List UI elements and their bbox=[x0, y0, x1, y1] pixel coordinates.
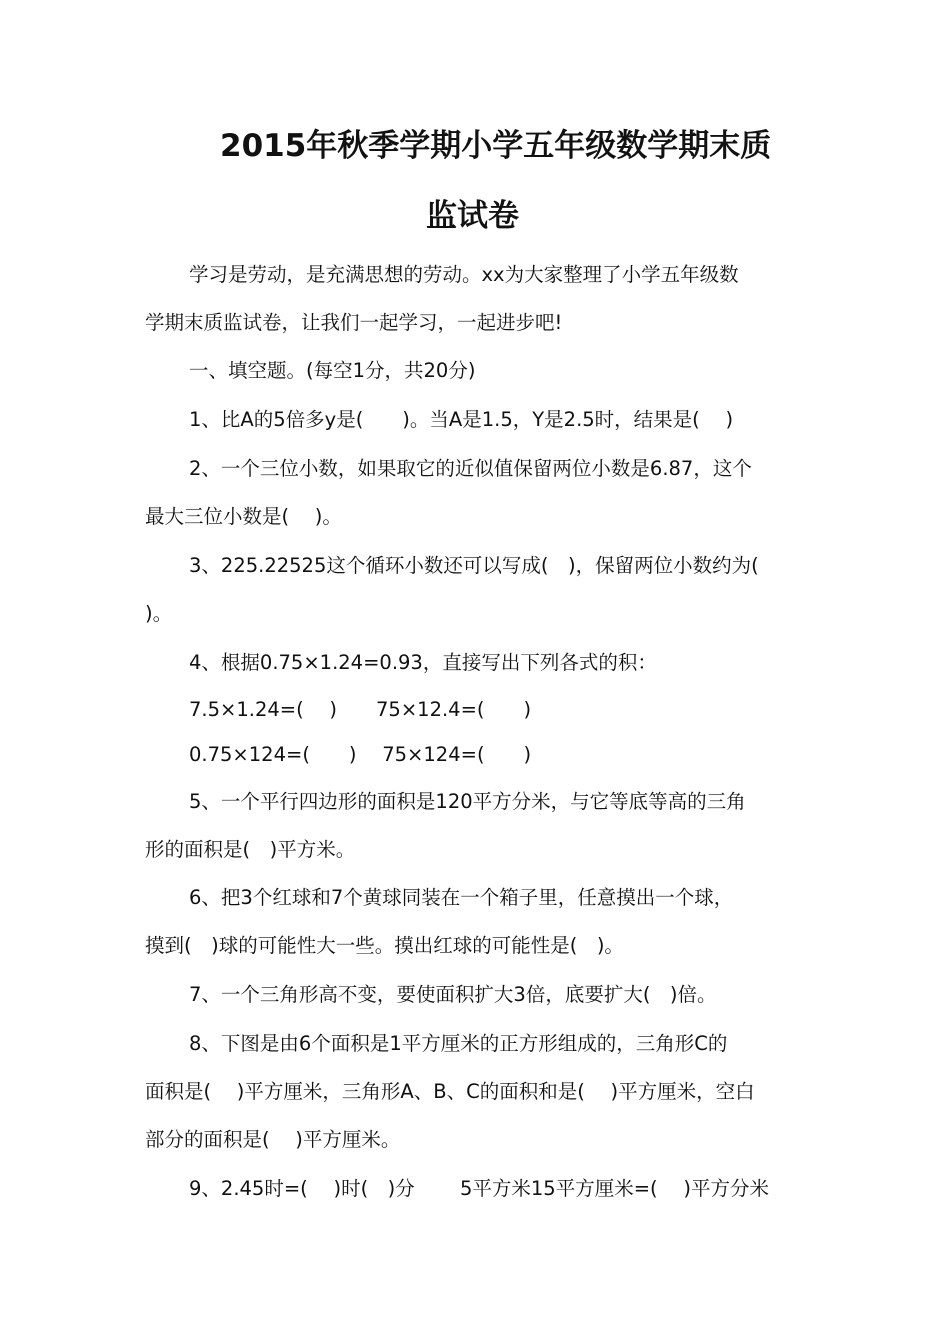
question-4-line-2: 7.5×1.24=( ) 75×12.4=( ) bbox=[189, 698, 532, 721]
question-1: 1、比A的5倍多y是( )。当A是1.5，Y是2.5时，结果是( ) bbox=[189, 408, 734, 431]
question-2-line-2: 最大三位小数是( )。 bbox=[145, 505, 342, 528]
question-8-line-1: 8、下图是由6个面积是1平方厘米的正方形组成的，三角形C的 bbox=[189, 1032, 728, 1055]
question-2-line-1: 2、一个三位小数，如果取它的近似值保留两位小数是6.87，这个 bbox=[189, 457, 752, 480]
intro-line-2: 学期末质监试卷，让我们一起学习，一起进步吧! bbox=[145, 311, 563, 334]
section-heading: 一、填空题。(每空1分，共20分) bbox=[189, 359, 476, 382]
question-9: 9、2.45时=( )时( )分 5平方米15平方厘米=( )平方分米 bbox=[189, 1177, 769, 1200]
document-title-line-1: 2015年秋季学期小学五年级数学期末质 bbox=[220, 128, 772, 164]
intro-line-1: 学习是劳动，是充满思想的劳动。xx为大家整理了小学五年级数 bbox=[189, 263, 739, 286]
question-4-line-1: 4、根据0.75×1.24=0.93，直接写出下列各式的积： bbox=[189, 651, 657, 674]
question-7: 7、一个三角形高不变，要使面积扩大3倍，底要扩大( )倍。 bbox=[189, 983, 717, 1006]
question-5-line-1: 5、一个平行四边形的面积是120平方分米，与它等底等高的三角 bbox=[189, 790, 746, 813]
question-6-line-2: 摸到( )球的可能性大一些。摸出红球的可能性是( )。 bbox=[145, 934, 624, 957]
question-8-line-2: 面积是( )平方厘米，三角形A、B、C的面积和是( )平方厘米，空白 bbox=[145, 1080, 755, 1103]
question-4-line-3: 0.75×124=( ) 75×124=( ) bbox=[189, 743, 532, 766]
question-8-line-3: 部分的面积是( )平方厘米。 bbox=[145, 1128, 401, 1151]
question-6-line-1: 6、把3个红球和7个黄球同装在一个箱子里，任意摸出一个球， bbox=[189, 886, 734, 909]
document-title-line-2: 监试卷 bbox=[426, 198, 519, 234]
question-3-line-1: 3、225.22525这个循环小数还可以写成( )，保留两位小数约为( bbox=[189, 554, 759, 577]
question-5-line-2: 形的面积是( )平方米。 bbox=[145, 838, 356, 861]
question-3-line-2: )。 bbox=[145, 602, 173, 625]
